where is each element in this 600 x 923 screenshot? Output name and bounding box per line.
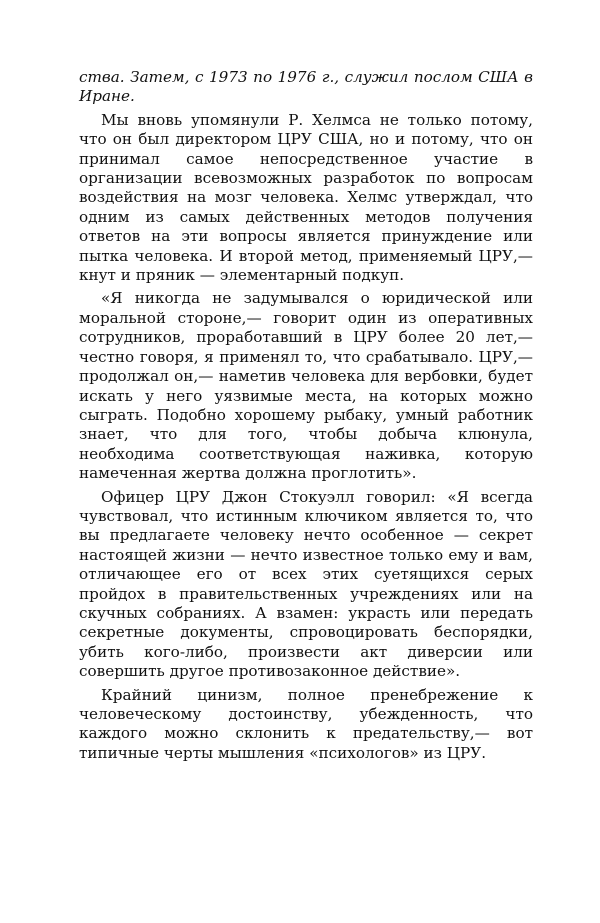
paragraph-continuation: ства. Затем, с 1973 по 1976 г., служил послом США в Иране. [79,68,533,106]
paragraph-officer-quote: «Я никогда не задумывался о юридической или моральной стороне,— говорит один из оперативных сотрудников, проработавший в ЦРУ более 20 лет,— честно говоря, я применял то, что срабатывало. ЦРУ,— продолжал он,— наметив человека для вербовки, будет искать у него уязвимые места, на которых можно сыграть. Подобно хорошему рыбаку, умный работник знает, что для того, чтобы добыча клюнула, необходима соответствующая наживка, которую намеченная жертва должна проглотить». [79,289,533,483]
paragraph-stockwell-quote: Офицер ЦРУ Джон Стокуэлл говорил: «Я всегда чувствовал, что истинным ключиком является то, что вы предлагаете человеку нечто особенное — секрет настоящей жизни — нечто известное только ему и вам, отличающее его от всех этих суетящихся серых пройдох в правительственных учреждениях или на скучных собраниях. А взамен: украсть или передать секретные документы, спровоцировать беспорядки, убить кого-либо, произвести акт диверсии или совершить другое противозаконное действие». [79,487,533,681]
page-text [79,68,533,763]
paragraph-helms: Мы вновь упомянули Р. Хелмса не только потому, что он был директором ЦРУ США, но и потому, что он принимал самое непосредственное участие в организации всевозможных разработок по вопросам воздействия на мозг человека. Хелмс утверждал, что одним из самых действенных методов получения ответов на эти вопросы является принуждение или пытка человека. И второй метод, применяемый ЦРУ,— кнут и пряник — элементарный подкуп. [79,110,533,285]
paragraph-conclusion: Крайний цинизм, полное пренебрежение к человеческому достоинству, убежденность, что каждого можно склонить к предательству,— вот типичные черты мышления «психологов» из ЦРУ. [79,685,533,762]
